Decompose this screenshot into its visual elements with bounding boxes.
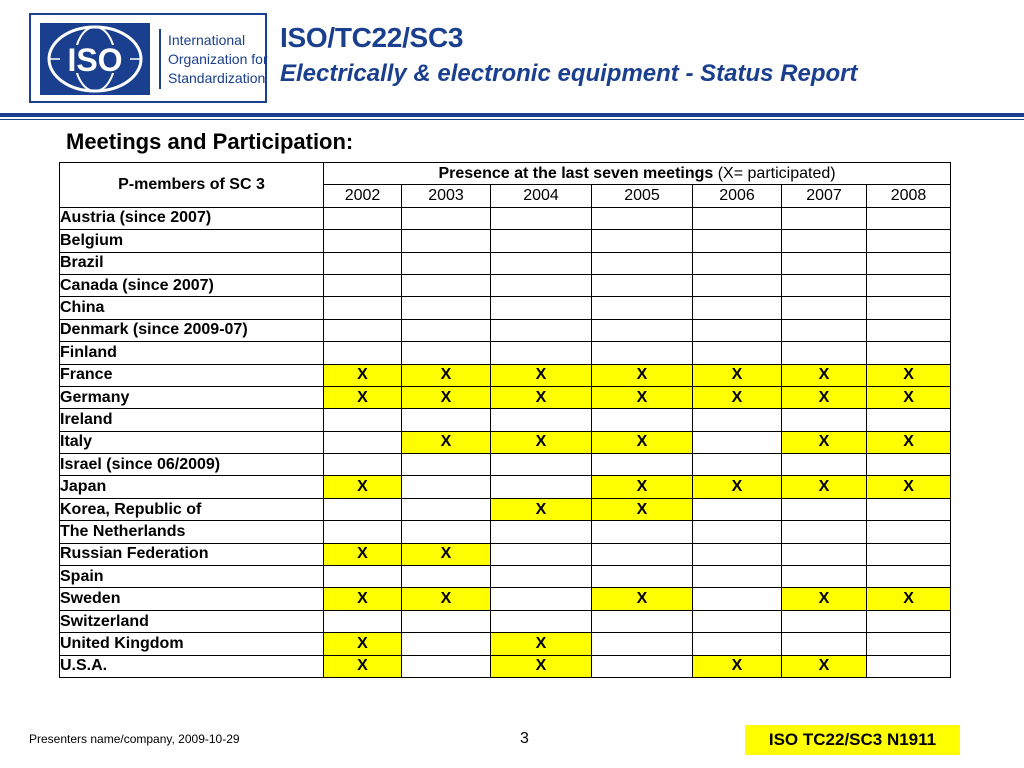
table-row <box>60 409 951 431</box>
participation-cell <box>592 274 693 296</box>
participation-cell <box>867 297 951 319</box>
participation-cell: X <box>324 588 402 610</box>
participation-cell: X <box>324 543 402 565</box>
year-header: 2002 <box>324 185 402 207</box>
logo-line-2: Organization for <box>168 51 268 67</box>
participation-cell <box>592 633 693 655</box>
participation-cell <box>592 252 693 274</box>
participation-cell: X <box>867 476 951 498</box>
country-cell: Belgium <box>60 230 324 252</box>
section-title: Meetings and Participation: <box>66 129 354 154</box>
table-row <box>60 610 951 632</box>
member-column-header: P-members of SC 3 <box>60 163 324 208</box>
table-row <box>60 230 951 252</box>
participation-cell: X <box>324 655 402 677</box>
participation-cell <box>693 431 782 453</box>
participation-cell <box>491 274 592 296</box>
participation-cell <box>867 409 951 431</box>
table-row <box>60 498 951 520</box>
participation-cell <box>693 207 782 229</box>
year-header: 2006 <box>693 185 782 207</box>
participation-cell <box>867 610 951 632</box>
participation-cell <box>693 409 782 431</box>
table-row <box>60 386 951 408</box>
participation-cell <box>867 319 951 341</box>
participation-cell <box>592 521 693 543</box>
country-cell: The Netherlands <box>60 521 324 543</box>
participation-cell <box>402 342 491 364</box>
footer-presenter: Presenters name/company, 2009-10-29 <box>29 732 240 746</box>
participation-cell: X <box>782 588 867 610</box>
country-cell: United Kingdom <box>60 633 324 655</box>
participation-cell: X <box>324 386 402 408</box>
participation-cell <box>693 342 782 364</box>
participation-cell: X <box>867 588 951 610</box>
participation-cell: X <box>491 364 592 386</box>
participation-cell: X <box>693 364 782 386</box>
participation-cell <box>782 319 867 341</box>
participation-cell <box>491 476 592 498</box>
country-cell: Spain <box>60 566 324 588</box>
table-row <box>60 431 951 453</box>
participation-cell <box>693 498 782 520</box>
participation-cell <box>324 274 402 296</box>
participation-cell: X <box>324 476 402 498</box>
participation-cell: X <box>867 431 951 453</box>
participation-cell <box>592 297 693 319</box>
participation-cell <box>491 207 592 229</box>
participation-cell: X <box>324 633 402 655</box>
country-cell: France <box>60 364 324 386</box>
table-row <box>60 588 951 610</box>
table-row <box>60 476 951 498</box>
participation-cell <box>867 655 951 677</box>
presence-header-note: (X= participated) <box>713 164 836 182</box>
participation-cell <box>782 207 867 229</box>
participation-cell: X <box>592 498 693 520</box>
participation-cell: X <box>402 588 491 610</box>
participation-cell: X <box>782 364 867 386</box>
participation-cell <box>693 543 782 565</box>
year-header: 2004 <box>491 185 592 207</box>
participation-cell: X <box>324 364 402 386</box>
participation-cell: X <box>491 386 592 408</box>
participation-cell <box>324 610 402 632</box>
participation-cell <box>402 521 491 543</box>
participation-cell <box>782 274 867 296</box>
participation-cell <box>324 431 402 453</box>
table-row <box>60 633 951 655</box>
participation-cell: X <box>592 386 693 408</box>
country-cell: Ireland <box>60 409 324 431</box>
participation-cell: X <box>402 431 491 453</box>
participation-cell <box>782 252 867 274</box>
country-cell: Korea, Republic of <box>60 498 324 520</box>
participation-cell <box>867 498 951 520</box>
participation-cell <box>693 297 782 319</box>
participation-cell <box>402 252 491 274</box>
participation-cell <box>592 566 693 588</box>
iso-logo <box>29 13 267 103</box>
participation-cell <box>592 543 693 565</box>
country-cell: Sweden <box>60 588 324 610</box>
participation-cell <box>402 274 491 296</box>
header-rule-thin <box>0 119 1024 120</box>
participation-cell <box>402 655 491 677</box>
participation-cell <box>324 342 402 364</box>
country-cell: Austria (since 2007) <box>60 207 324 229</box>
participation-cell <box>867 274 951 296</box>
page-title: ISO/TC22/SC3 <box>280 22 464 53</box>
participation-cell <box>782 230 867 252</box>
participation-cell <box>867 342 951 364</box>
table-row <box>60 252 951 274</box>
participation-cell <box>491 319 592 341</box>
participation-cell <box>324 319 402 341</box>
participation-cell <box>324 566 402 588</box>
participation-cell <box>402 319 491 341</box>
presence-header-title: Presence at the last seven meetings <box>438 164 714 182</box>
logo-line-1: International <box>168 32 246 48</box>
year-header: 2007 <box>782 185 867 207</box>
participation-cell <box>592 319 693 341</box>
participation-cell: X <box>592 476 693 498</box>
table-row <box>60 655 951 677</box>
participation-cell <box>491 588 592 610</box>
participation-cell <box>592 207 693 229</box>
participation-cell <box>867 543 951 565</box>
participation-table <box>59 162 951 678</box>
participation-cell: X <box>592 588 693 610</box>
participation-cell <box>402 409 491 431</box>
participation-cell <box>693 566 782 588</box>
participation-cell: X <box>782 386 867 408</box>
table-row <box>60 319 951 341</box>
participation-cell <box>693 230 782 252</box>
participation-cell <box>324 498 402 520</box>
year-header: 2003 <box>402 185 491 207</box>
participation-cell <box>592 230 693 252</box>
participation-cell <box>491 297 592 319</box>
participation-cell <box>324 409 402 431</box>
country-cell: Brazil <box>60 252 324 274</box>
participation-cell: X <box>491 655 592 677</box>
header-rule <box>0 113 1024 117</box>
participation-cell: X <box>491 633 592 655</box>
logo-divider <box>159 29 161 89</box>
participation-cell <box>782 342 867 364</box>
participation-cell: X <box>782 476 867 498</box>
participation-cell <box>782 297 867 319</box>
participation-cell <box>782 566 867 588</box>
table-row <box>60 566 951 588</box>
country-cell: Switzerland <box>60 610 324 632</box>
participation-cell <box>782 610 867 632</box>
participation-cell <box>693 610 782 632</box>
participation-cell <box>592 610 693 632</box>
country-cell: Italy <box>60 431 324 453</box>
iso-mark-text: ISO <box>67 42 123 78</box>
participation-cell <box>402 297 491 319</box>
participation-cell <box>491 610 592 632</box>
participation-cell <box>324 297 402 319</box>
participation-cell <box>693 454 782 476</box>
presence-header <box>324 163 951 185</box>
country-cell: Japan <box>60 476 324 498</box>
table-row <box>60 521 951 543</box>
participation-cell <box>782 454 867 476</box>
participation-cell: X <box>402 543 491 565</box>
logo-line-3: Standardization <box>168 70 266 86</box>
participation-cell <box>693 588 782 610</box>
table-row <box>60 274 951 296</box>
participation-cell: X <box>693 386 782 408</box>
participation-cell <box>867 454 951 476</box>
participation-cell <box>782 409 867 431</box>
participation-cell: X <box>402 364 491 386</box>
table-row <box>60 454 951 476</box>
logo-caption <box>168 31 268 88</box>
participation-cell <box>592 409 693 431</box>
participation-cell: X <box>782 655 867 677</box>
participation-cell <box>491 342 592 364</box>
participation-cell <box>867 521 951 543</box>
participation-cell: X <box>592 431 693 453</box>
participation-cell <box>324 521 402 543</box>
participation-cell: X <box>867 364 951 386</box>
participation-cell <box>324 252 402 274</box>
table-row <box>60 207 951 229</box>
participation-cell <box>693 252 782 274</box>
page-subtitle: Electrically & electronic equipment - Status Report <box>280 60 858 87</box>
participation-cell <box>402 610 491 632</box>
participation-cell <box>867 230 951 252</box>
participation-cell: X <box>592 364 693 386</box>
participation-cell <box>693 521 782 543</box>
participation-cell <box>693 274 782 296</box>
participation-cell <box>592 655 693 677</box>
participation-cell <box>324 230 402 252</box>
country-cell: Israel (since 06/2009) <box>60 454 324 476</box>
participation-cell <box>782 543 867 565</box>
iso-globe-icon <box>40 23 150 95</box>
participation-cell <box>324 207 402 229</box>
participation-cell <box>402 476 491 498</box>
participation-cell: X <box>867 386 951 408</box>
table-row <box>60 342 951 364</box>
country-cell: Russian Federation <box>60 543 324 565</box>
participation-cell <box>592 342 693 364</box>
table-row <box>60 364 951 386</box>
participation-cell: X <box>693 655 782 677</box>
participation-cell <box>693 319 782 341</box>
participation-cell: X <box>782 431 867 453</box>
document-reference-badge: ISO TC22/SC3 N1911 <box>745 725 960 755</box>
participation-cell <box>402 207 491 229</box>
participation-cell <box>491 252 592 274</box>
table-body <box>60 207 951 677</box>
participation-cell <box>867 207 951 229</box>
participation-cell <box>402 566 491 588</box>
participation-cell: X <box>491 431 592 453</box>
country-cell: U.S.A. <box>60 655 324 677</box>
participation-cell <box>402 498 491 520</box>
participation-cell <box>592 454 693 476</box>
participation-cell <box>867 633 951 655</box>
participation-cell <box>402 454 491 476</box>
participation-cell <box>782 521 867 543</box>
participation-cell <box>867 252 951 274</box>
page-number: 3 <box>520 730 529 747</box>
participation-cell <box>402 230 491 252</box>
participation-cell <box>491 566 592 588</box>
country-cell: Germany <box>60 386 324 408</box>
year-header: 2008 <box>867 185 951 207</box>
country-cell: Denmark (since 2009-07) <box>60 319 324 341</box>
participation-cell <box>491 521 592 543</box>
participation-cell <box>782 633 867 655</box>
participation-cell: X <box>693 476 782 498</box>
country-cell: China <box>60 297 324 319</box>
participation-cell: X <box>491 498 592 520</box>
participation-cell <box>491 230 592 252</box>
country-cell: Canada (since 2007) <box>60 274 324 296</box>
participation-cell <box>324 454 402 476</box>
participation-cell: X <box>402 386 491 408</box>
country-cell: Finland <box>60 342 324 364</box>
participation-cell <box>782 498 867 520</box>
participation-cell <box>693 633 782 655</box>
participation-cell <box>491 409 592 431</box>
participation-cell <box>867 566 951 588</box>
participation-cell <box>491 454 592 476</box>
participation-cell <box>491 543 592 565</box>
participation-cell <box>402 633 491 655</box>
year-header: 2005 <box>592 185 693 207</box>
table-row <box>60 297 951 319</box>
table-row <box>60 543 951 565</box>
iso-logo-mark <box>40 23 150 95</box>
